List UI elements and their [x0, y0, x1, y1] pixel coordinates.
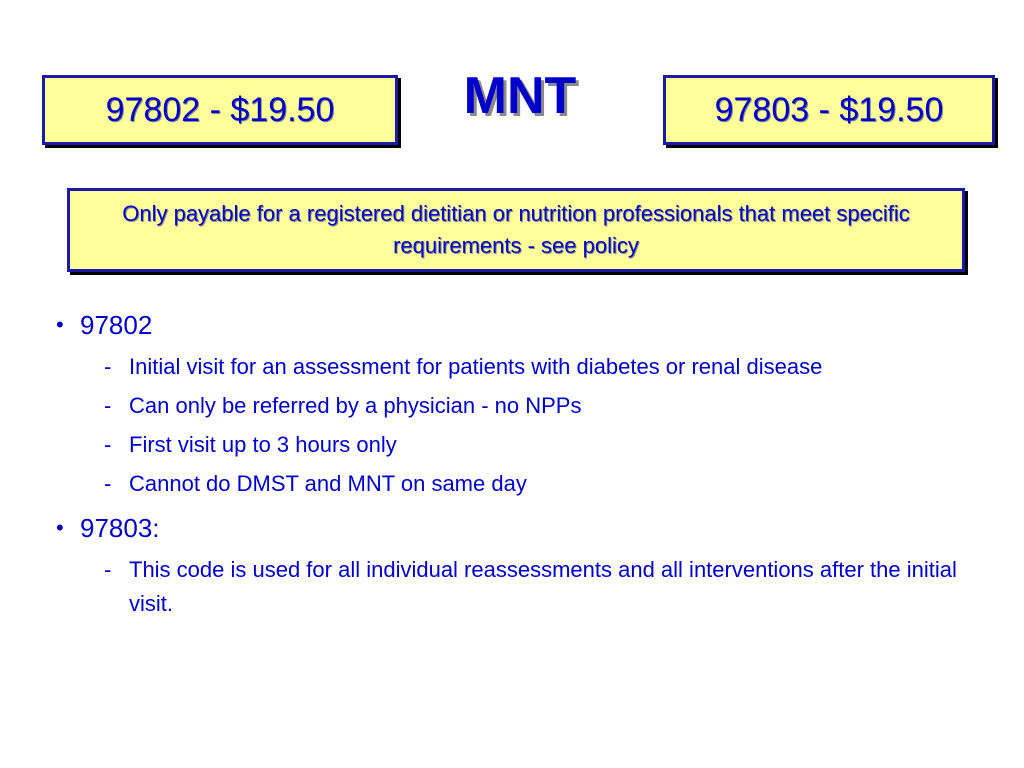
- bullet-item: [52, 511, 972, 545]
- code-97802-price-text: 97802 - $19.50: [105, 90, 335, 129]
- sub-list-item: [52, 553, 972, 621]
- sub-list-item: [52, 350, 972, 384]
- bullet-label: 97803:: [80, 513, 160, 543]
- policy-note-box: [67, 188, 965, 272]
- code-97803-price-box: [663, 75, 995, 145]
- sub-item-text: First visit up to 3 hours only: [129, 432, 397, 457]
- sub-list: [52, 553, 972, 621]
- sub-list-item: [52, 428, 972, 462]
- bullet-dot-icon: •: [56, 515, 64, 540]
- sub-list-item: [52, 467, 972, 501]
- sub-item-text: Can only be referred by a physician - no NPPs: [129, 393, 582, 418]
- bullet-dot-icon: •: [56, 312, 64, 337]
- dash-icon: -: [104, 393, 112, 418]
- dash-icon: -: [104, 354, 112, 379]
- sub-list-item: [52, 389, 972, 423]
- sub-item-text: Initial visit for an assessment for patients with diabetes or renal disease: [129, 354, 823, 379]
- code-97803-price-text: 97803 - $19.50: [714, 90, 944, 129]
- policy-note-text: Only payable for a registered dietitian or nutrition professionals that meet specific requirements - see policy: [122, 201, 910, 258]
- sub-item-text: This code is used for all individual reassessments and all interventions after the initial visit.: [129, 557, 957, 616]
- code-97802-price-box: [42, 75, 398, 145]
- sub-list: [52, 350, 972, 501]
- bullet-list: [52, 308, 972, 631]
- slide-title: MNT: [463, 67, 577, 125]
- sub-item-text: Cannot do DMST and MNT on same day: [129, 471, 527, 496]
- dash-icon: -: [104, 432, 112, 457]
- dash-icon: -: [104, 557, 112, 582]
- bullet-label: 97802: [80, 310, 153, 340]
- bullet-group-97802: [52, 308, 972, 501]
- dash-icon: -: [104, 471, 112, 496]
- bullet-item: [52, 308, 972, 342]
- bullet-group-97803: [52, 511, 972, 621]
